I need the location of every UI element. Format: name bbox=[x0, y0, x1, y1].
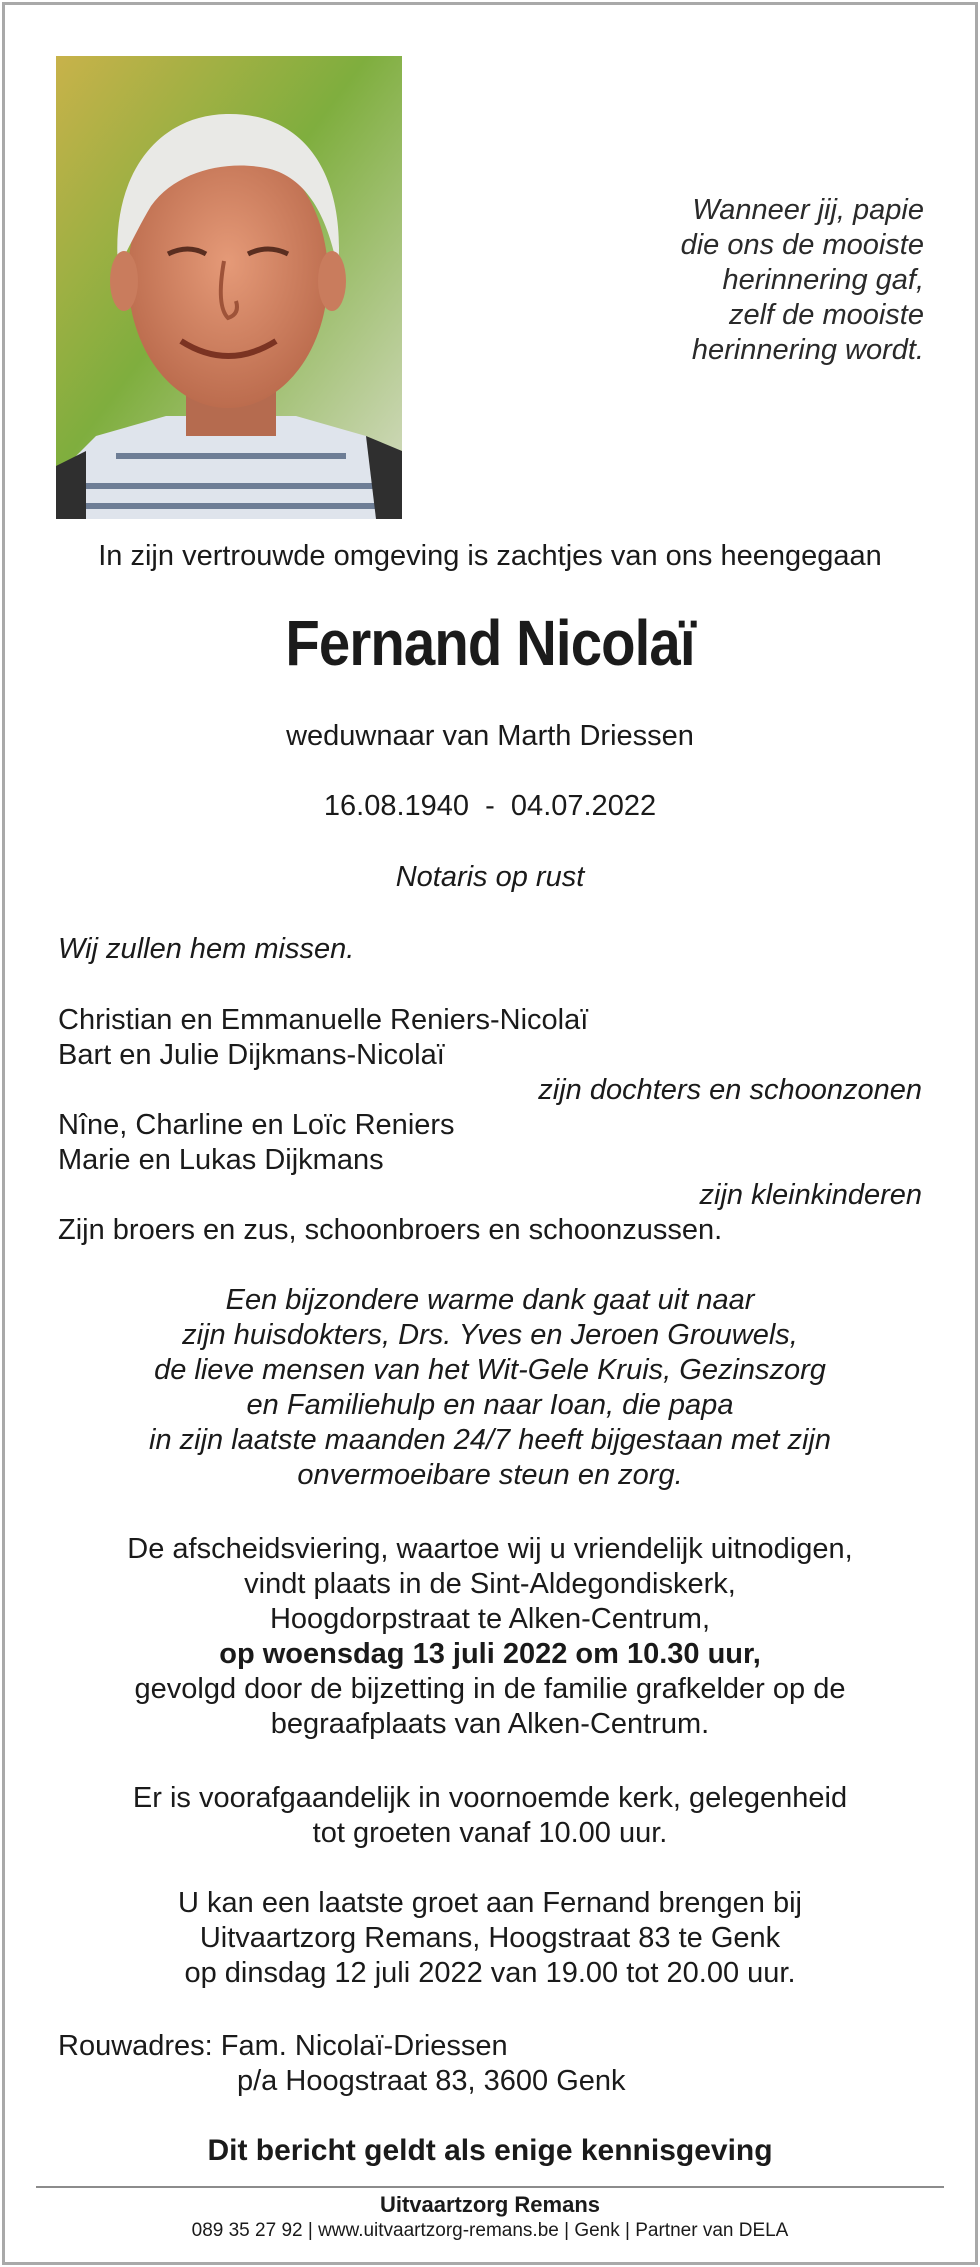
service-line: De afscheidsviering, waartoe wij u vriendelijk uitnodigen, bbox=[127, 1533, 853, 1565]
visit-line: op dinsdag 12 juli 2022 van 19.00 tot 20.00 uur. bbox=[184, 1957, 796, 1989]
thanks-line: zijn huisdokters, Drs. Yves en Jeroen Grouwels, bbox=[182, 1319, 798, 1351]
widower-line: weduwnaar van Marth Driessen bbox=[286, 720, 694, 752]
poem-line: herinnering wordt. bbox=[691, 334, 924, 366]
thanks-line: en Familiehulp en naar Ioan, die papa bbox=[246, 1389, 734, 1421]
service-line: begraafplaats van Alken-Centrum. bbox=[270, 1708, 710, 1740]
address-line: Rouwadres: Fam. Nicolaï-Driessen bbox=[58, 2030, 508, 2062]
poem-line: herinnering gaf, bbox=[722, 264, 924, 296]
grandchildren-line: Marie en Lukas Dijkmans bbox=[58, 1144, 384, 1176]
thanks-line: in zijn laatste maanden 24/7 heeft bijgestaan met zijn bbox=[149, 1424, 831, 1456]
notice-line: Dit bericht geldt als enige kennisgeving bbox=[207, 2134, 773, 2167]
undertaker-contact: 089 35 27 92 | www.uitvaartzorg-remans.be | Genk | Partner van DELA bbox=[191, 2220, 789, 2241]
miss-line: Wij zullen hem missen. bbox=[58, 933, 355, 965]
children-line: Christian en Emmanuelle Reniers-Nicolaï bbox=[58, 1004, 589, 1036]
deceased-name: Fernand Nicolaï bbox=[285, 607, 695, 679]
poem-line: die ons de mooiste bbox=[680, 229, 924, 261]
thanks-line: Een bijzondere warme dank gaat uit naar bbox=[225, 1284, 755, 1316]
children-role: zijn dochters en schoonzonen bbox=[538, 1074, 922, 1106]
service-date-text: op woensdag 13 juli 2022 om 10.30 uur, bbox=[219, 1638, 761, 1670]
service-paragraph bbox=[58, 1532, 922, 1742]
mourning-address bbox=[58, 2029, 922, 2099]
service-date bbox=[58, 1637, 922, 1672]
prayer-line: Er is voorafgaandelijk in voornoemde kerk, gelegenheid bbox=[132, 1782, 848, 1814]
service-line: Hoogdorpstraat te Alken-Centrum, bbox=[269, 1603, 711, 1635]
footer-divider bbox=[36, 2186, 944, 2188]
children-line: Bart en Julie Dijkmans-Nicolaï bbox=[58, 1039, 445, 1071]
thanks-line: onvermoeibare steun en zorg. bbox=[297, 1459, 683, 1491]
service-line: vindt plaats in de Sint-Aldegondiskerk, bbox=[244, 1568, 736, 1600]
visitation-paragraph bbox=[58, 1886, 922, 1991]
visit-line: Uitvaartzorg Remans, Hoogstraat 83 te Genk bbox=[199, 1922, 781, 1954]
family-list bbox=[58, 1003, 922, 1248]
poem-line: Wanneer jij, papie bbox=[692, 194, 924, 226]
grandchildren-role: zijn kleinkinderen bbox=[699, 1179, 922, 1211]
intro-text: In zijn vertrouwde omgeving is zachtjes van ons heengegaan bbox=[98, 540, 882, 572]
thanks-line: de lieve mensen van het Wit-Gele Kruis, Gezinszorg bbox=[154, 1354, 826, 1386]
profession: Notaris op rust bbox=[395, 861, 585, 893]
poem bbox=[504, 193, 924, 368]
visit-line: U kan een laatste groet aan Fernand brengen bij bbox=[178, 1887, 802, 1919]
siblings-line: Zijn broers en zus, schoonbroers en schoonzussen. bbox=[58, 1214, 723, 1246]
life-dates: 16.08.1940 - 04.07.2022 bbox=[323, 790, 657, 822]
prayer-line: tot groeten vanaf 10.00 uur. bbox=[312, 1817, 668, 1849]
prayer-paragraph bbox=[58, 1781, 922, 1851]
undertaker-name: Uitvaartzorg Remans bbox=[379, 2192, 601, 2217]
portrait-photo bbox=[56, 56, 402, 519]
poem-line: zelf de mooiste bbox=[728, 299, 924, 331]
thanks-paragraph bbox=[58, 1283, 922, 1493]
portrait-image bbox=[56, 56, 402, 519]
address-line: p/a Hoogstraat 83, 3600 Genk bbox=[237, 2065, 626, 2097]
grandchildren-line: Nîne, Charline en Loïc Reniers bbox=[58, 1109, 455, 1141]
service-line: gevolgd door de bijzetting in de familie grafkelder op de bbox=[134, 1673, 846, 1705]
